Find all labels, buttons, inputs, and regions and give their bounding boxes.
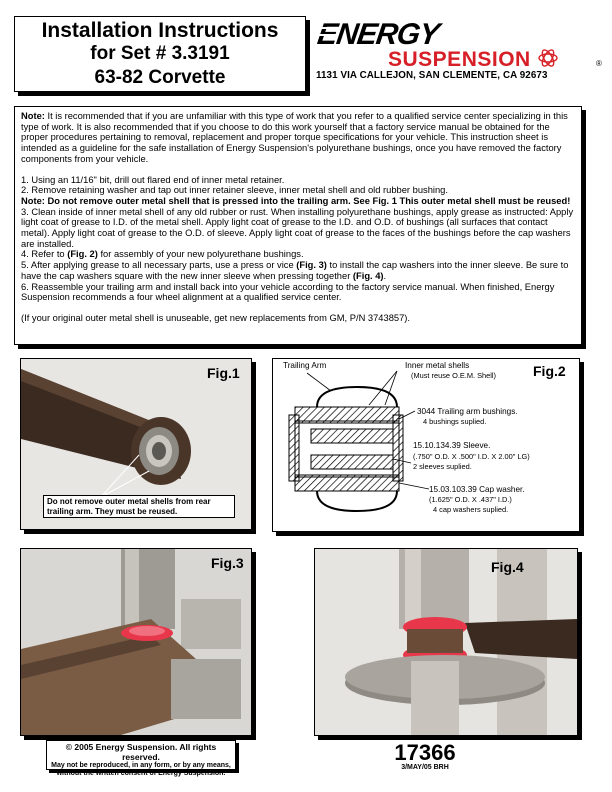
copyright-box	[46, 740, 236, 777]
set-number: for Set # 3.3191	[90, 43, 230, 64]
step-5: 5. After applying grease to all necessary parts, use a press or vice (Fig. 3) to install the cap washers into the inner sleeve. Be sure to have the cap washers square with the new inner sleeve when pressing together (Fig. 4).	[21, 260, 569, 281]
step-6: 6. Reassemble your trailing arm and install back into your vehicle according to the factory service manual. When finished, Energy Suspension recommends a four wheel alignment at a qualified service center.	[21, 281, 555, 303]
fig1-caption: Do not remove outer metal shells from rear trailing arm. They must be reused.	[43, 495, 235, 518]
label-inner-shells-note: (Must reuse O.E.M. Shell)	[411, 371, 497, 380]
label-washer-qty: 4 cap washers suplied.	[433, 505, 509, 514]
copyright-line-2: May not be reproduced, in any form, or by any means,	[51, 762, 231, 769]
intro-note: Note: It is recommended that if you are unfamiliar with this type of work that you refer to a qualified service center specializing in this type of work. It is also recommended that if you choose to do this work yourself that a factory service manual be obtained for the proper procedures pertaining to removal, replacement and proper torque specifications for your vehicle. This instruction sheet is intended as a guideline for the safe installation of Energy Suspension's polyurethane bushings, once you have removed the factory components from your vehicle.	[21, 111, 568, 164]
step-2: 2. Remove retaining washer and tap out inner retainer sleeve, inner metal shell and old rubber bushing.	[21, 185, 448, 196]
instructions-box	[14, 106, 582, 345]
label-bushing-part: 3044 Trailing arm bushings.	[417, 407, 518, 416]
fig3-label: Fig.3	[211, 555, 244, 571]
fig4-label: Fig.4	[491, 559, 524, 575]
figure-3-photo	[20, 548, 252, 736]
figure-4-photo	[314, 548, 578, 736]
press-photo	[21, 549, 251, 735]
label-sleeve-qty: 2 sleeves suplied.	[413, 462, 472, 471]
part-number: 17366	[394, 740, 456, 765]
atom-icon	[539, 48, 557, 68]
title-box	[14, 16, 306, 92]
warning-note: Note: Do not remove outer metal shell that is pressed into the trailing arm. See Fig. 1 This outer metal shell must be reused!	[21, 195, 571, 206]
figure-1-photo	[20, 358, 252, 530]
step-3: 3. Clean inside of inner metal shell of any old rubber or rust. When installing polyurethane bushings, apply grease as instructed: Apply light coat of grease to I.D. of the metal shell. Apply light coat of grease to the I.D. and O.D. of bushings (all surfaces that contact metal). Apply light coat of grease to the O.D. of sleeve. Apply light coat of grease to the faces of the bushings before the cap washers are installed.	[21, 206, 574, 249]
label-trailing-arm: Trailing Arm	[283, 361, 327, 370]
fig2-label: Fig.2	[533, 363, 566, 379]
label-washer-dims: (1.625" O.D. X .437" I.D.)	[429, 495, 512, 504]
fig1-label: Fig.1	[207, 365, 240, 381]
doc-title: Installation Instructions	[41, 19, 279, 42]
step-1: 1. Using an 11/16" bit, drill out flared end of inner metal retainer.	[21, 174, 285, 185]
press-washer-photo	[315, 549, 577, 735]
copyright-line-1: © 2005 Energy Suspension. All rights reserved.	[65, 742, 217, 762]
label-sleeve-part: 15.10.134.39 Sleeve.	[413, 441, 491, 450]
figure-2-diagram	[272, 358, 580, 532]
gm-replacement-note: (If your original outer metal shell is unuseable, get new replacements from GM, P/N 3743857).	[21, 312, 410, 323]
revision-date: 3/MAY/05 BRH	[401, 764, 449, 771]
logo-word-suspension: SUSPENSION	[388, 48, 531, 71]
vehicle-model: 63-82 Corvette	[94, 67, 226, 88]
label-sleeve-dims: (.750" O.D. X .500" I.D. X 2.00" LG)	[413, 452, 530, 461]
company-address: 1131 VIA CALLEJON, SAN CLEMENTE, CA 92673	[316, 70, 548, 81]
energy-suspension-logo	[316, 18, 604, 74]
label-washer-part: 15.03.103.39 Cap washer.	[429, 485, 525, 494]
logo-word-energy: ENERGY	[316, 18, 441, 51]
copyright-line-3: without the written consent of Energy Suspension.	[56, 770, 226, 777]
label-inner-shells: Inner metal shells	[405, 361, 470, 370]
label-bushing-qty: 4 bushings suplied.	[423, 417, 487, 426]
registered-mark: ®	[596, 59, 602, 68]
step-4: 4. Refer to (Fig. 2) for assembly of your new polyurethane bushings.	[21, 249, 304, 260]
